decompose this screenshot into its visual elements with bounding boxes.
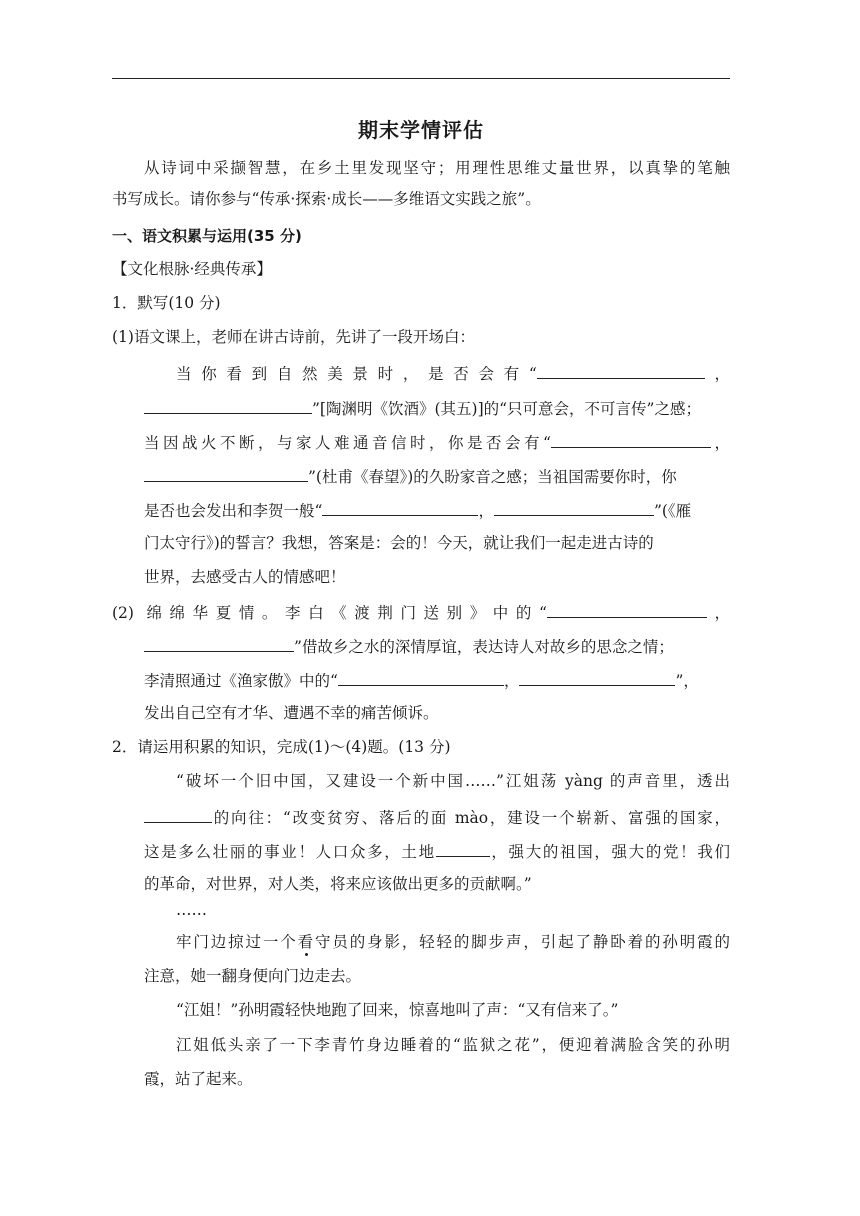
passage-ellipsis: …… bbox=[176, 901, 207, 919]
q1-p1-line-6: 门太守行》)的誓言？我想，答案是：会的！今天，就让我们一起走进古诗的 bbox=[144, 534, 654, 552]
q1-p1-line-1: 当你看到自然美景时，是否会有“ ， bbox=[176, 362, 730, 384]
passage-line-5: 牢门边掠过一个看守员的身影，轻轻的脚步声，引起了静卧着的孙明霞的 bbox=[176, 933, 730, 951]
subsection-label: 【文化根脉·经典传承】 bbox=[112, 260, 272, 278]
answer-blank[interactable] bbox=[519, 669, 675, 686]
passage-line-9: 霞，站了起来。 bbox=[144, 1070, 253, 1088]
answer-blank[interactable] bbox=[494, 499, 654, 516]
answer-blank[interactable] bbox=[144, 635, 294, 652]
answer-blank[interactable] bbox=[537, 362, 705, 379]
section-1-heading: 一、语文积累与运用(35 分) bbox=[112, 227, 302, 245]
passage-line-1: “破坏一个旧中国，又建设一个新中国……”江姐荡 yàng 的声音里，透出 bbox=[176, 772, 730, 790]
q2-label: 2．请运用积累的知识，完成(1)～(4)题。(13 分) bbox=[112, 738, 451, 756]
q1-p2-line-2: ”借故乡之水的深情厚谊，表达诗人对故乡的思念之情； bbox=[144, 635, 674, 657]
passage-line-4: 的革命，对世界，对人类，将来应该做出更多的贡献啊。” bbox=[144, 875, 532, 893]
q1-label: 1．默写(10 分) bbox=[112, 294, 221, 312]
q1-p1-line-5: 是否也会发出和李贺一般“ ， ”(《雁 bbox=[144, 499, 691, 521]
answer-blank[interactable] bbox=[144, 397, 312, 414]
emphasis-dot-char: 看 bbox=[297, 933, 315, 951]
q1-p1-lead: (1)语文课上，老师在讲古诗前，先讲了一段开场白： bbox=[112, 328, 475, 346]
passage-line-2: 的向往：“改变贫穷、落后的面 mào，建设一个崭新、富强的国家， bbox=[144, 806, 730, 828]
q1-p2-line-1: (2) 绵绵华夏情。李白《渡荆门送别》中的“ ， bbox=[112, 601, 730, 623]
q1-p2-line-3: 李清照通过《渔家傲》中的“ ， ”， bbox=[144, 669, 699, 691]
q1-p1-line-7: 世界，去感受古人的情感吧！ bbox=[144, 568, 346, 586]
q1-p1-line-2: ”[陶渊明《饮酒》(其五)]的“只可意会，不可言传”之感； bbox=[144, 397, 701, 419]
intro-line-1: 从诗词中采撷智慧，在乡土里发现坚守；用理性思维丈量世界，以真挚的笔触 bbox=[144, 159, 730, 177]
page-title: 期末学情评估 bbox=[358, 118, 484, 142]
answer-blank[interactable] bbox=[547, 601, 707, 618]
q1-p1-line-4: ”(杜甫《春望》)的久盼家音之感；当祖国需要你时，你 bbox=[144, 465, 677, 487]
passage-line-8: 江姐低头亲了一下李青竹身边睡着的“监狱之花”，便迎着满脸含笑的孙明 bbox=[176, 1036, 730, 1054]
passage-line-3: 这是多么壮丽的事业！人口众多，土地 ，强大的祖国，强大的党！我们 bbox=[144, 840, 730, 862]
answer-blank[interactable] bbox=[144, 465, 308, 482]
top-rule bbox=[112, 78, 730, 79]
answer-blank[interactable] bbox=[322, 499, 478, 516]
passage-line-6: 注意，她一翻身便向门边走去。 bbox=[144, 967, 362, 985]
q1-p2-line-4: 发出自己空有才华、遭遇不幸的痛苦倾诉。 bbox=[144, 704, 439, 722]
answer-blank[interactable] bbox=[436, 840, 490, 857]
answer-blank[interactable] bbox=[551, 431, 711, 448]
intro-line-2: 书写成长。请你参与“传承·探索·成长——多维语文实践之旅”。 bbox=[112, 190, 541, 208]
answer-blank[interactable] bbox=[338, 669, 504, 686]
answer-blank[interactable] bbox=[144, 806, 212, 823]
passage-line-7: “江姐！”孙明霞轻快地跑了回来，惊喜地叫了声：“又有信来了。” bbox=[176, 1001, 619, 1019]
q1-p1-line-3: 当因战火不断，与家人难通音信时，你是否会有“ ， bbox=[144, 431, 730, 453]
